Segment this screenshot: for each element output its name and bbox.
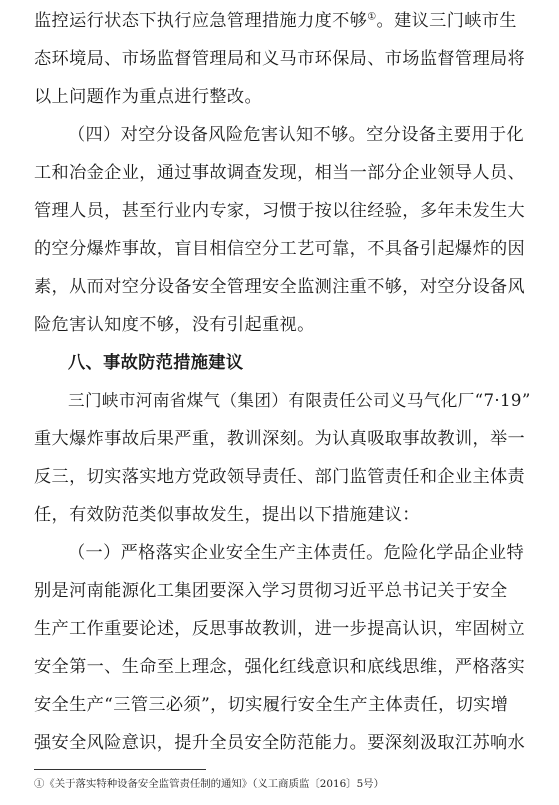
- footnote-divider: [34, 769, 206, 770]
- text-line-6: 管理人员，甚至行业内专家，习惯于按以往经验，多年未发生大: [34, 201, 526, 221]
- section-heading: 八、事故防范措施建议: [68, 353, 244, 373]
- text-line-7: 的空分爆炸事故，盲目相信空分工艺可靠，不具备引起爆炸的因: [34, 239, 526, 259]
- text-line-5: 工和冶金企业，通过事故调查发现，相当一部分企业领导人员、: [34, 163, 526, 183]
- footnote-marker: ①: [367, 11, 377, 23]
- text-line-1-main: 监控运行状态下执行应急管理措施力度不够: [34, 11, 368, 31]
- text-line-3: 以上问题作为重点进行整改。: [34, 87, 262, 107]
- footnote: ①《关于落实特种设备安全监管责任制的通知》（义工商质监〔2016〕5号）: [34, 778, 384, 790]
- text-line-11: 三门峡市河南省煤气（集团）有限责任公司义马气化厂“7·19”: [68, 391, 531, 410]
- text-line-12: 重大爆炸事故后果严重，教训深刻。为认真吸取事故教训，举一: [34, 429, 526, 449]
- text-line-14: 任，有效防范类似事故发生，提出以下措施建议：: [34, 505, 420, 525]
- text-line-2: 态环境局、市场监督管理局和义马市环保局、市场监督管理局将: [34, 49, 526, 69]
- text-line-8: 素，从而对空分设备安全管理安全监测注重不够，对空分设备风: [34, 277, 526, 297]
- text-line-9: 险危害认知度不够，没有引起重视。: [34, 315, 315, 335]
- text-line-13: 反三，切实落实地方党政领导责任、部门监管责任和企业主体责: [34, 467, 526, 487]
- text-line-1: [34, 10, 530, 32]
- text-line-20: 强安全风险意识，提升全员安全防范能力。要深刻汲取江苏响水: [34, 733, 526, 753]
- text-line-18: 安全第一、生命至上理念，强化红线意识和底线思维，严格落实: [34, 657, 526, 677]
- text-line-17: 生产工作重要论述，反思事故教训，进一步提高认识，牢固树立: [34, 619, 526, 639]
- text-line-19: 安全生产“三管三必须”，切实履行安全生产主体责任，切实增: [34, 695, 509, 715]
- text-line-4: （四）对空分设备风险危害认知不够。空分设备主要用于化: [68, 125, 524, 145]
- text-line-15: （一）严格落实企业安全生产主体责任。危险化学品企业特: [68, 543, 524, 563]
- text-line-1-tail: 。建议三门峡市生: [376, 11, 517, 31]
- text-line-16: 别是河南能源化工集团要深入学习贯彻习近平总书记关于安全: [34, 581, 508, 601]
